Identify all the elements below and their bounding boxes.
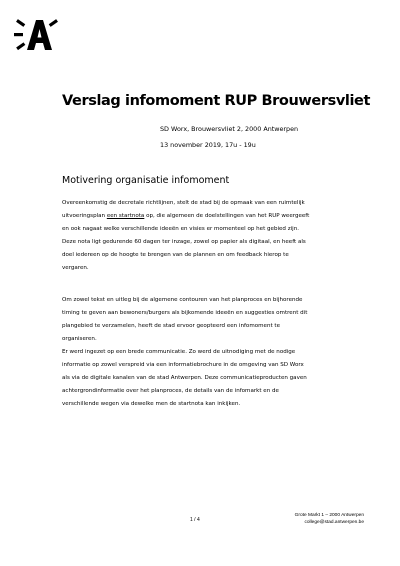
paragraph-line: uitvoeringsplan een startnota op, die algemeen de doelstellingen van het RUP weergeeft — [62, 213, 310, 220]
paragraph-line: Om zowel tekst en uitleg bij de algemene contouren van het planproces en bijhorende — [62, 297, 303, 303]
paragraph-line: Overeenkomstig de decretale richtlijnen, stelt de stad bij de opmaak van een ruimtelijk — [62, 200, 305, 206]
paragraph-line: timing te geven aan bewoners/burgers als bijkomende ideeën en suggesties omtrent dit — [62, 310, 308, 317]
paragraph-line: informatie op zowel verspreid via een informatiebrochure in de omgeving van SD Worx — [62, 362, 304, 369]
paragraph-line: achtergrondinformatie over het planproces, de details van de infomarkt en de — [62, 388, 279, 395]
page-number: 1 / 4 — [190, 517, 200, 523]
antwerp-a-logo-icon — [14, 18, 60, 52]
meeting-datetime: 13 november 2019, 17u - 19u — [160, 141, 256, 149]
paragraph-line: als via de digitale kanalen van de stad Antwerpen. Deze communicatieproducten gaven — [62, 375, 307, 382]
paragraph-communication — [62, 346, 344, 411]
paragraph-line: doel iedereen op de hoogte te brengen van de plannen en om feedback hierop te — [62, 252, 289, 259]
footer-address — [295, 513, 364, 526]
startnota-link[interactable]: een startnota — [106, 213, 145, 220]
paragraph-motivation — [62, 197, 344, 276]
paragraph-line: verschillende wegen via dewelke men de startnota kan inkijken. — [62, 401, 241, 408]
meeting-location: SD Worx, Brouwersvliet 2, 2000 Antwerpen — [160, 125, 299, 133]
paragraph-line: vergaren. — [62, 265, 89, 272]
address-line: Grote Markt 1 – 2000 Antwerpen — [294, 513, 364, 518]
paragraph-line: en ook nagaat welke verschillende ideeën en visies er momenteel op het gebied zijn. — [62, 226, 299, 233]
document-title: Verslag infomoment RUP Brouwersvliet — [62, 93, 370, 109]
paragraph-line: Er werd ingezet op een brede communicatie. Zo werd de uitnodiging met de nodige — [62, 349, 296, 355]
section-title: Motivering organisatie infomoment — [62, 175, 230, 186]
paragraph-purpose — [62, 294, 344, 346]
paragraph-line: organiseren. — [62, 336, 97, 343]
paragraph-line: Deze nota ligt gedurende 60 dagen ter inzage, zowel op papier als digitaal, en heeft als — [62, 239, 306, 246]
paragraph-line: plangebied te verzamelen, heeft de stad ervoor geopteerd een infomoment te — [62, 323, 280, 330]
address-email: college@stad.antwerpen.be — [304, 519, 364, 525]
